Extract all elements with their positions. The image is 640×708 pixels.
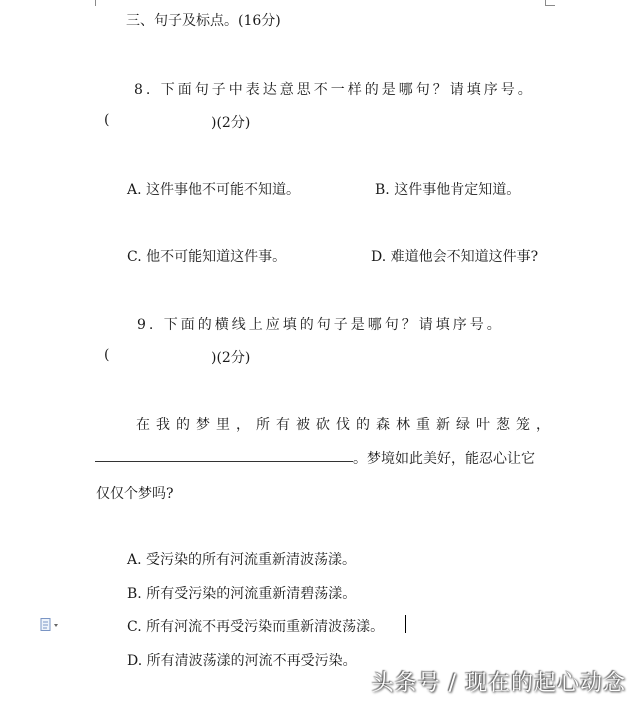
crop-mark-left xyxy=(95,0,96,6)
document-icon[interactable] xyxy=(40,618,62,632)
q9-option-d: D. 所有清波荡漾的河流不再受污染。 xyxy=(127,653,357,669)
section-heading: 三、句子及标点。(16分) xyxy=(126,13,281,29)
q9-passage-line3: 仅仅个梦吗? xyxy=(96,486,174,502)
q9-answer-blank xyxy=(95,461,353,462)
q9-passage-line2: 。梦境如此美好，能忍心让它 xyxy=(353,451,535,467)
watermark: 头条号 / 现在的起心动念 xyxy=(371,671,626,696)
q9-option-c[interactable]: C. 所有河流不再受污染而重新清波荡漾。 xyxy=(127,619,385,635)
q8-stem: 8. 下面句子中表达意思不一样的是哪句？请填序号。 xyxy=(134,82,535,98)
q8-option-c: C. 他不可能知道这件事。 xyxy=(127,249,287,265)
text-cursor xyxy=(405,615,406,633)
q8-option-a: A. 这件事他不可能不知道。 xyxy=(127,182,301,198)
q8-paren-open: ( xyxy=(104,112,110,128)
q8-option-b: B. 这件事他肯定知道。 xyxy=(375,182,521,198)
q9-option-b: B. 所有受污染的河流重新清碧荡漾。 xyxy=(127,586,357,602)
q9-stem: 9. 下面的横线上应填的句子是哪句？请填序号。 xyxy=(137,317,504,333)
q9-paren-open: ( xyxy=(104,347,110,363)
q9-option-a: A. 受污染的所有河流重新清波荡漾。 xyxy=(127,552,357,568)
q9-paren-close: )(2分) xyxy=(211,350,251,366)
q9-passage-line1: 在我的梦里，所有被砍伐的森林重新绿叶葱笼， xyxy=(136,417,556,433)
crop-mark-right-tick xyxy=(545,5,555,6)
q8-option-d: D. 难道他会不知道这件事? xyxy=(371,249,539,265)
q8-paren-close: )(2分) xyxy=(211,115,251,131)
